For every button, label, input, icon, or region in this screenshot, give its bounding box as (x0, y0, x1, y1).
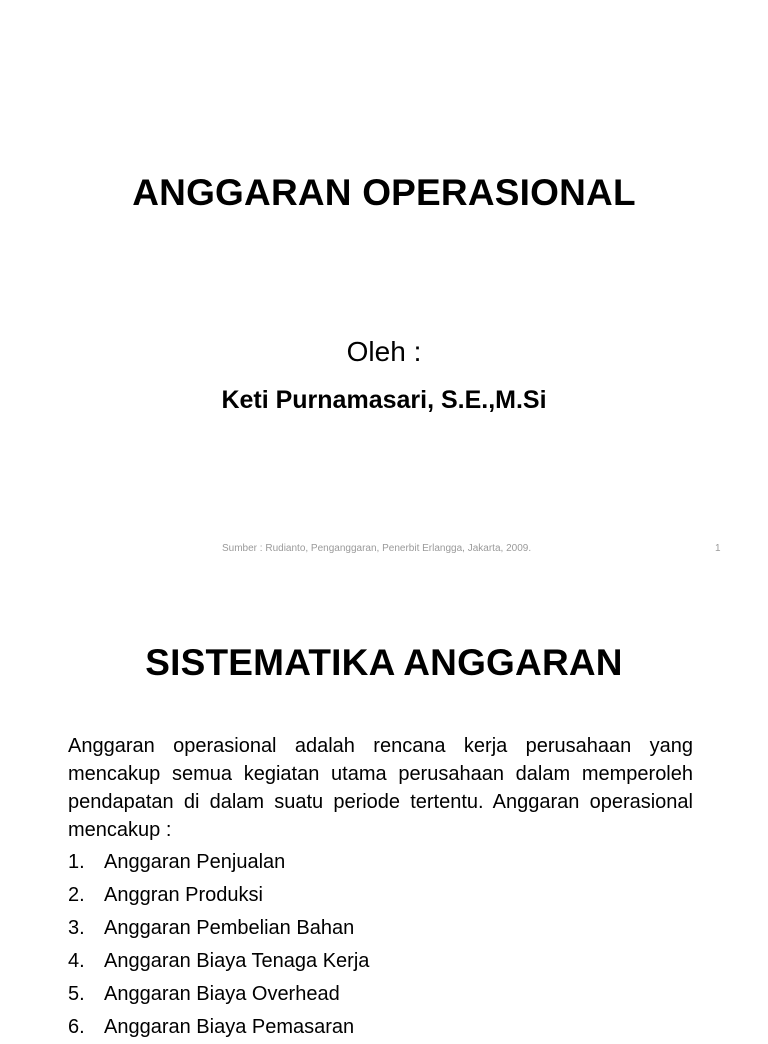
list-item-number: 3. (68, 917, 85, 939)
author-name: Keti Purnamasari, S.E.,M.Si (221, 386, 547, 414)
list-item (68, 912, 693, 945)
list-item (68, 945, 693, 978)
list-item-number: 1. (68, 851, 85, 873)
list-item-label: Anggaran Biaya Tenaga Kerja (104, 950, 370, 972)
slide-title: SISTEMATIKA ANGGARAN (145, 642, 623, 683)
budget-list (68, 846, 693, 1044)
list-item-number: 5. (68, 983, 85, 1005)
list-item (68, 1011, 693, 1044)
intro-paragraph: Anggaran operasional adalah rencana kerja perusahaan yang mencakup semua kegiatan utama perusahaan dalam memperoleh pendapatan di dalam suatu periode tertentu. Anggaran operasional mencakup : (68, 735, 693, 841)
list-item (68, 846, 693, 879)
byline-label: Oleh : (346, 336, 422, 367)
list-item (68, 879, 693, 912)
slide-title: ANGGARAN OPERASIONAL (132, 172, 636, 213)
list-item-label: Anggaran Penjualan (104, 851, 286, 873)
list-item (68, 978, 693, 1011)
slide-2 (0, 576, 768, 1038)
list-item-label: Anggaran Pembelian Bahan (104, 917, 355, 939)
list-item-label: Anggaran Biaya Overhead (104, 983, 340, 1005)
list-item-number: 4. (68, 950, 85, 972)
source-citation: Sumber : Rudianto, Penganggaran, Penerbit Erlangga, Jakarta, 2009. (222, 543, 532, 554)
page-number: 1 (715, 543, 721, 554)
list-item-number: 2. (68, 884, 85, 906)
list-item-label: Anggaran Biaya Pemasaran (104, 1016, 355, 1038)
list-item-label: Anggran Produksi (104, 884, 263, 906)
list-item-number: 6. (68, 1016, 85, 1038)
